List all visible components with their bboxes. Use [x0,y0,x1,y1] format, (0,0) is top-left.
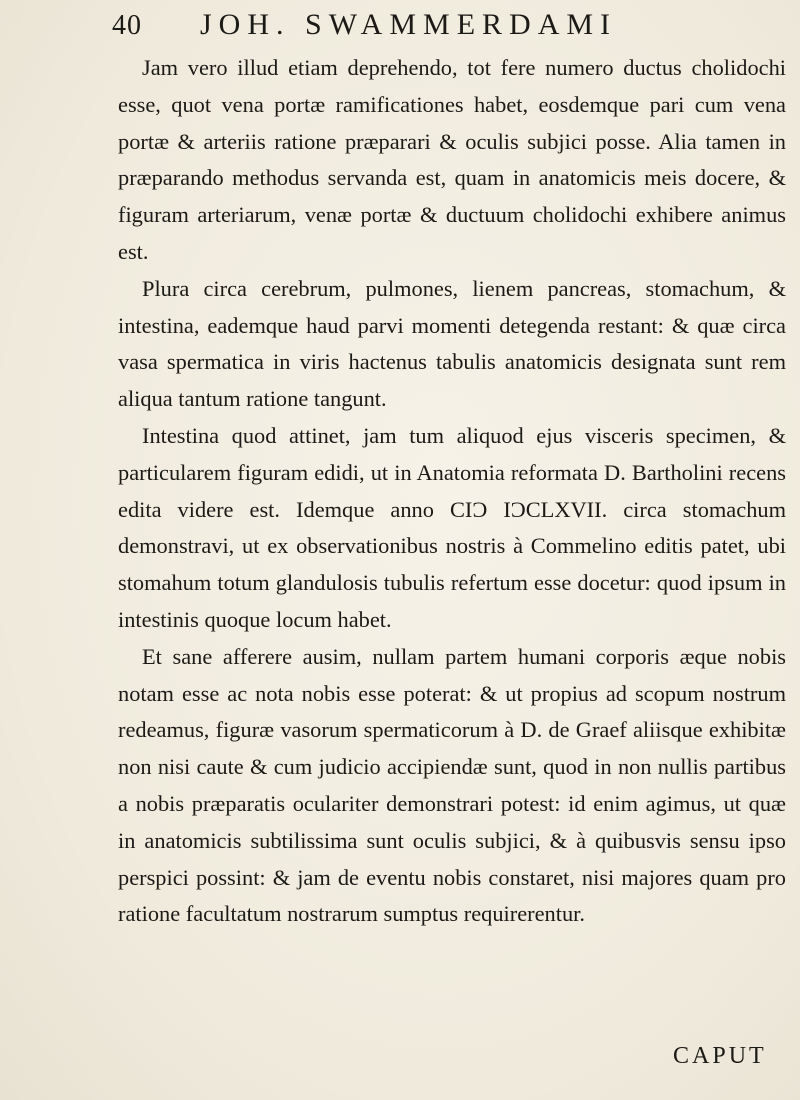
paragraph-4: Et sane afferere ausim, nullam partem humani corporis æque nobis notam esse ac nota nobis esse poterat: & ut propius ad scopum nostrum redeamus, figuræ vasorum spermaticorum à D. de Graef aliisque exhibitæ non nisi caute & cum judicio accipiendæ sunt, quod in non nullis partibus a nobis præparatis oculariter demonstrari potest: id enim agimus, ut quæ in anatomicis subtilissima sunt oculis subjici, & à quibusvis sensu ipso perspici possint: & jam de eventu nobis constaret, nisi majores quam pro ratione facultatum nostrarum sumptus requirerentur. [118,643,786,927]
page-number: 40 [112,10,142,41]
paragraph-2: Plura circa cerebrum, pulmones, lienem pancreas, stomachum, & intestina, eademque haud parvi momenti detegenda restant: & quæ circa vasa spermatica in viris hactenus tabulis anatomicis designata sunt rem aliqua tantum ratione tangunt. [118,275,786,412]
page-header [112,8,712,48]
paragraph-1: Jam vero illud etiam deprehendo, tot fere numero ductus cholidochi esse, quot vena portæ ramificationes habet, eosdemque pari cum vena portæ & arteriis ratione præparari & oculis subjici posse. Alia tamen in præparando methodus servanda est, quam in anatomicis meis docere, & figuram arteriarum, venæ portæ & ductuum cholidochi exhibere animus est. [118,55,786,264]
running-head: JOH. SWAMMERDAMI [200,8,618,41]
catchword: CAPUT [673,1043,767,1069]
body-text [118,50,786,933]
paragraph-3: Intestina quod attinet, jam tum aliquod ejus visceris specimen, & particularem figuram edidi, ut in Anatomia reformata D. Bartholini recens edita videre est. Idemque anno CIƆ IƆCLXVII. circa stomachum demonstravi, ut ex observationibus nostris à Commelino editis patet, ubi stomahum totum glandulosis tubulis refertum esse docetur: quod ipsum in intestinis quoque locum habet. [118,422,786,632]
